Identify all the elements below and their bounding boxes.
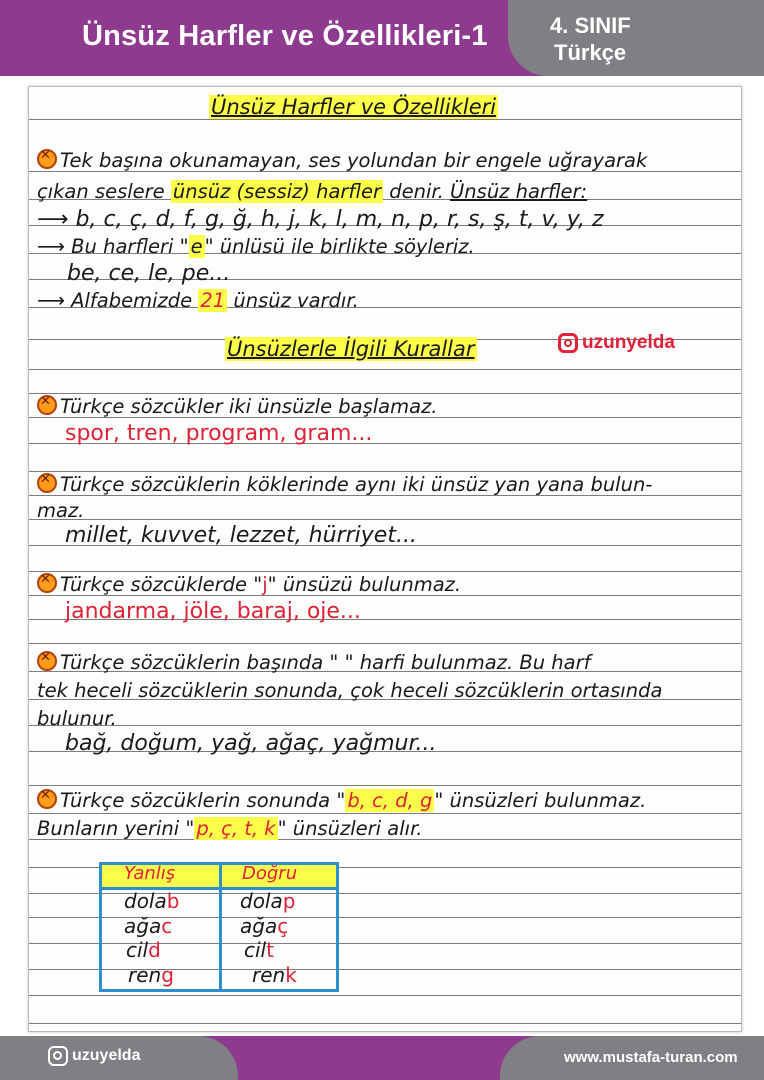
bullet-icon (37, 651, 57, 671)
table-divider (219, 865, 222, 989)
bullet-icon (37, 573, 57, 593)
notebook-rule-line (29, 813, 741, 814)
notebook-rule-line (29, 369, 741, 370)
notebook-rule-line (29, 571, 741, 572)
instagram-icon (48, 1046, 68, 1066)
rule-2-line-1: ✕Türkçe sözcüklerin köklerinde aynı iki ünsüz yan yana bulun- (37, 473, 652, 496)
col-right-header: Doğru (242, 863, 298, 884)
table-row: ağaç (240, 914, 289, 938)
grade-label: 4. SINIF (550, 13, 631, 38)
brand-text: uzunyelda (582, 332, 675, 353)
notebook-rule-line (29, 785, 741, 786)
table-row: dolab (124, 889, 180, 913)
footer-website-link[interactable]: www.mustafa-turan.com (564, 1049, 738, 1066)
intro-line-2: çıkan seslere ünsüz (sessiz) harfler denir. Ünsüz harfler: (37, 180, 588, 203)
rule-5-line-2: Bunların yerini " p, ç, t, k " ünsüzleri alır. (37, 817, 423, 840)
notebook-rule-line (29, 643, 741, 644)
notebook-page (28, 86, 742, 1032)
table-row: dolap (240, 889, 296, 913)
notebook-rule-line (29, 119, 741, 120)
count-line: ⟶ Alfabemizde 21 ünsüz vardır. (37, 289, 359, 312)
table-row: cilt (244, 938, 274, 962)
with-e-line: ⟶ Bu harfleri " e " ünlüsü ile birlikte söyleriz. (37, 235, 475, 258)
col-wrong-header: Yanlış (124, 863, 176, 884)
rule-5-line-1: ✕Türkçe sözcüklerin sonunda " b, c, d, g " ünsüzleri bulunmaz. (37, 789, 646, 812)
rule-3: ✕Türkçe sözcüklerde "j" ünsüzü bulunmaz. (37, 573, 461, 596)
instagram-icon (558, 333, 578, 353)
rule-4-line-2: tek heceli sözcüklerin sonunda, çok heceli sözcüklerin ortasında (37, 679, 663, 702)
table-row: ağac (124, 914, 173, 938)
bullet-icon (37, 149, 57, 169)
subject-label: Türkçe (554, 40, 627, 65)
notebook-title: Ünsüz Harfler ve Özellikleri (211, 95, 497, 119)
notebook-rule-line (29, 393, 741, 394)
grade-box (508, 0, 764, 76)
notebook-rule-line (29, 471, 741, 472)
page-title: Ünsüz Harfler ve Özellikleri-1 (82, 20, 488, 52)
rule-2-line-2: maz. (37, 499, 85, 522)
wrong-right-table (99, 862, 339, 992)
arrow-icon: ⟶ (37, 207, 69, 232)
bullet-icon (37, 395, 57, 415)
intro-line-1: ✕Tek başına okunamayan, ses yolundan bir engele uğrayarak (37, 149, 647, 172)
rule-4-line-3: bulunur. (37, 707, 117, 730)
rule-3-example: jandarma, jöle, baraj, oje... (65, 599, 361, 624)
arrow-icon: ⟶ (37, 235, 65, 258)
rules-title: Ünsüzlerle İlgili Kurallar (227, 337, 475, 361)
rule-4-line-1: ✕Türkçe sözcüklerin başında " " harfi bulunmaz. Bu harf (37, 651, 590, 674)
bullet-icon (37, 473, 57, 493)
example-e: be, ce, le, pe... (67, 261, 231, 286)
brand-badge (558, 332, 675, 354)
notebook-rule-line (29, 995, 741, 996)
table-row: cild (126, 938, 161, 962)
table-row: renk (252, 963, 297, 987)
rule-4-example: bağ, doğum, yağ, ağaç, yağmur... (65, 731, 437, 756)
bullet-icon (37, 789, 57, 809)
table-row: reng (128, 963, 174, 987)
footer-instagram-handle: uzuyelda (72, 1047, 141, 1064)
notebook-rule-line (29, 725, 741, 726)
notebook-rule-line (29, 1023, 741, 1024)
letters-line: ⟶ b, c, ç, d, f, g, ğ, h, j, k, l, m, n, p, r, s, ş, t, v, y, z (37, 207, 604, 232)
arrow-icon: ⟶ (37, 289, 65, 312)
rule-2-example: millet, kuvvet, lezzet, hürriyet... (65, 523, 417, 548)
footer-instagram[interactable] (48, 1046, 140, 1066)
rule-1: ✕Türkçe sözcükler iki ünsüzle başlamaz. (37, 395, 438, 418)
notebook-rule-line (29, 519, 741, 520)
rule-1-example: spor, tren, program, gram... (65, 421, 373, 446)
